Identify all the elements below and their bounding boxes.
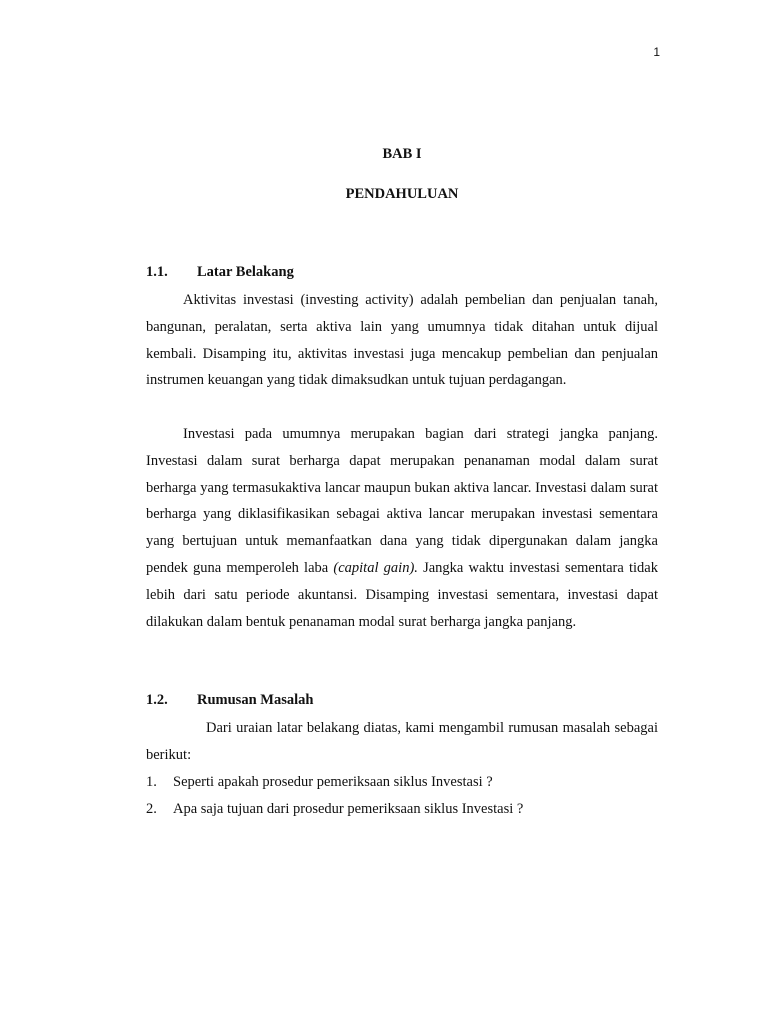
chapter-title: PENDAHULUAN <box>345 186 459 202</box>
paragraph-aktivitas-investasi <box>146 287 658 394</box>
page-number: 1 <box>653 45 660 59</box>
problem-list <box>146 769 658 823</box>
section-title: Rumusan Masalah <box>197 692 314 708</box>
section-title: Latar Belakang <box>197 264 294 280</box>
chapter-label: BAB I <box>382 146 422 162</box>
list-item-text: Seperti apakah prosedur pemeriksaan siklus Investasi ? <box>173 774 493 790</box>
list-item-number: 1. <box>146 774 157 790</box>
list-item <box>146 796 658 823</box>
section-heading-latar-belakang <box>146 264 294 281</box>
list-item-number: 2. <box>146 800 157 817</box>
paragraph-investasi <box>146 421 658 635</box>
list-item-text: Apa saja tujuan dari prosedur pemeriksaan siklus Investasi ? <box>173 800 524 817</box>
section-number: 1.1. <box>146 264 168 280</box>
list-item <box>146 769 658 796</box>
paragraph-rumusan-intro <box>146 715 658 769</box>
paragraph-text: Dari uraian latar belakang diatas, kami mengambil rumusan masalah sebagai berikut: <box>146 720 658 763</box>
paragraph-text-after: Jangka waktu investasi sementara tidak lebih dari satu periode akuntansi. Disamping investasi sementara, investasi dapat dilakukan dalam bentuk penanaman modal surat berharga jangka panjang. <box>146 559 658 630</box>
paragraph-italic-term: (capital gain). <box>333 559 418 576</box>
paragraph-text: Aktivitas investasi (investing activity) adalah pembelian dan penjualan tanah, bangunan, peralatan, serta aktiva lain yang umumnya tidak ditahan untuk dijual kembali. Disamping itu, aktivitas investasi juga mencakup pembelian dan penjualan instrumen keuangan yang tidak dimaksudkan untuk tujuan perdagangan. <box>146 292 658 389</box>
section-heading-rumusan-masalah <box>146 692 313 709</box>
paragraph-text-before: Investasi pada umumnya merupakan bagian dari strategi jangka panjang. Investasi dalam surat berharga dapat merupakan penanaman modal dalam surat berharga yang termasukaktiva lancar maupun bukan aktiva lancar. Investasi dalam surat berharga yang diklasifikasikan sebagai aktiva lancar merupakan investasi sementara yang bertujuan untuk memanfaatkan dana yang tidak dipergunakan dalam jangka pendek guna memperoleh laba <box>146 426 658 576</box>
section-number: 1.2. <box>146 692 168 708</box>
